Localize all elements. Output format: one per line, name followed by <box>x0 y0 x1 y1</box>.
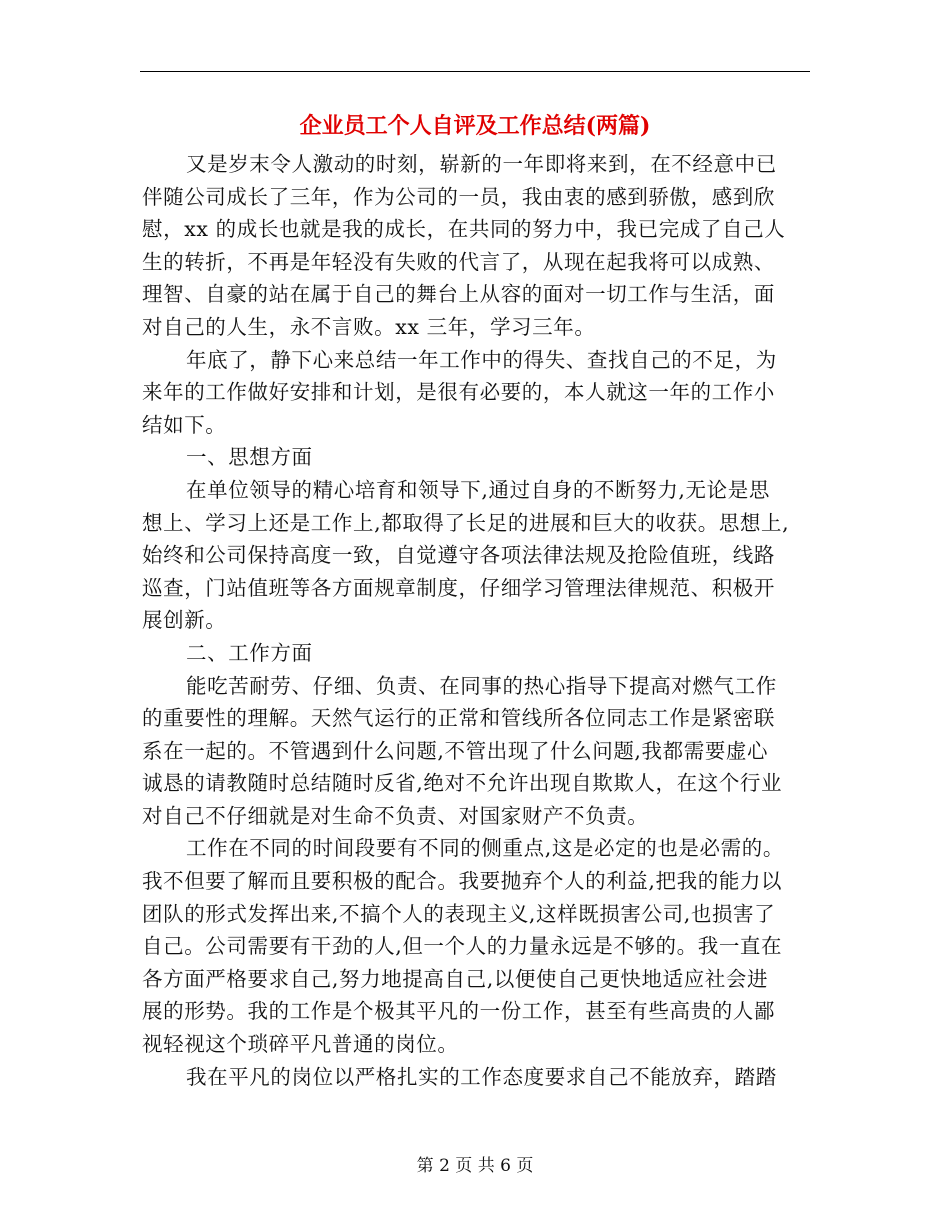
text-line: 结如下。 <box>142 412 227 437</box>
text-line: 理智、自豪的站在属于自己的舞台上从容的面对一切工作与生活，面 <box>142 282 775 307</box>
text-line: 展的形势。我的工作是个极其平凡的一份工作，甚至有些高贵的人鄙 <box>142 999 775 1024</box>
text-line: 又是岁末令人激动的时刻，崭新的一年即将来到，在不经意中已 <box>186 152 777 176</box>
text-line: 工作在不同的时间段要有不同的侧重点,这是必定的也是必需的。 <box>186 836 784 861</box>
text-line: 视轻视这个琐碎平凡普通的岗位。 <box>142 1032 459 1057</box>
text-line: 巡查，门站值班等各方面规章制度，仔细学习管理法律规范、积极开 <box>142 575 775 600</box>
text-line: 对自己不仔细就是对生命不负责、对国家财产不负责。 <box>142 803 649 828</box>
text-line: 诚恳的请教随时总结随时反省,绝对不允许出现自欺欺人，在这个行业 <box>142 771 783 796</box>
page-footer: 第 2 页 共 6 页 <box>416 1156 534 1176</box>
text-line: 自己。公司需要有干劲的人,但一个人的力量永远是不够的。我一直在 <box>142 934 783 959</box>
document-body <box>142 148 814 1093</box>
text-line: 系在一起的。不管遇到什么问题,不管出现了什么问题,我都需要虚心 <box>142 738 769 763</box>
text-line: 伴随公司成长了三年，作为公司的一员，我由衷的感到骄傲，感到欣 <box>142 184 775 209</box>
text-line: 想上、学习上还是工作上,都取得了长足的进展和巨大的收获。思想上, <box>142 510 790 535</box>
text-line: 二、工作方面 <box>186 640 313 665</box>
text-line: 年底了，静下心来总结一年工作中的得失、查找自己的不足，为 <box>186 347 777 372</box>
text-line: 我在平凡的岗位以严格扎实的工作态度要求自己不能放弃，踏踏 <box>186 1064 777 1089</box>
header-rule <box>140 71 810 72</box>
text-line: 对自己的人生，永不言败。xx 三年，学习三年。 <box>142 314 596 339</box>
text-line: 慰，xx 的成长也就是我的成长，在共同的努力中，我已完成了自己人 <box>142 217 786 242</box>
text-line: 展创新。 <box>142 608 227 633</box>
document-title: 企业员工个人自评及工作总结(两篇) <box>299 113 651 139</box>
text-line: 生的转折，不再是年轻没有失败的代言了，从现在起我将可以成熟、 <box>142 249 775 274</box>
text-line: 一、思想方面 <box>186 445 313 470</box>
text-line: 在单位领导的精心培育和领导下,通过自身的不断努力,无论是思 <box>186 477 770 502</box>
text-line: 各方面严格要求自己,努力地提高自己,以便使自己更快地适应社会进 <box>142 966 769 991</box>
text-line: 始终和公司保持高度一致，自觉遵守各项法律法规及抢险值班，线路 <box>142 543 775 568</box>
text-line: 来年的工作做好安排和计划，是很有必要的，本人就这一年的工作小 <box>142 380 775 405</box>
text-line: 的重要性的理解。天然气运行的正常和管线所各位同志工作是紧密联 <box>142 706 775 731</box>
text-line: 我不但要了解而且要积极的配合。我要抛弃个人的利益,把我的能力以 <box>142 869 783 894</box>
text-line: 能吃苦耐劳、仔细、负责、在同事的热心指导下提高对燃气工作 <box>186 673 777 698</box>
text-line: 团队的形式发挥出来,不搞个人的表现主义,这样既损害公司,也损害了 <box>142 901 776 926</box>
